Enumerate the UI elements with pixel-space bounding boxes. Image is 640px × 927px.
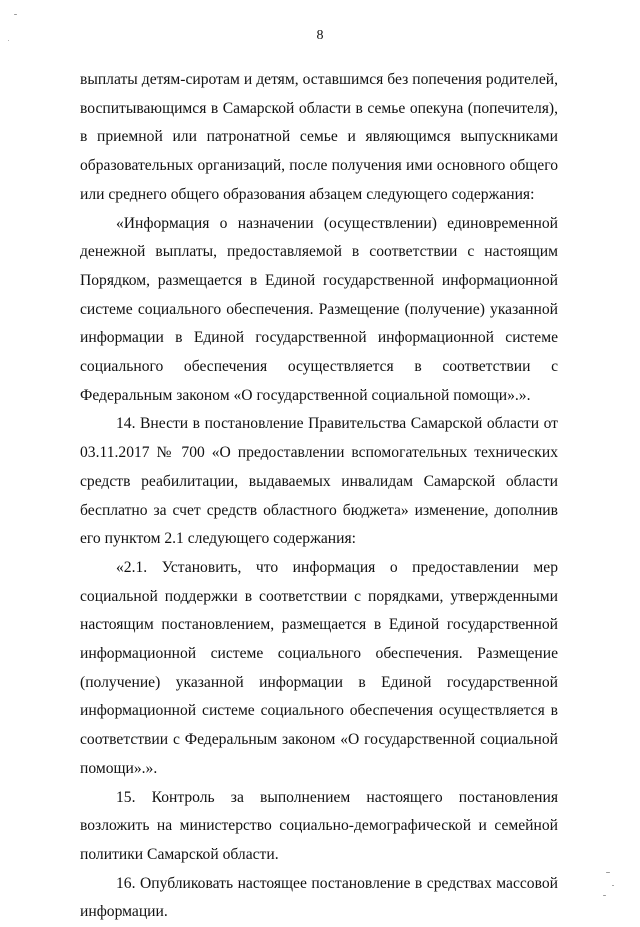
- document-body: [80, 66, 558, 927]
- scan-mark-left: [8, 40, 9, 41]
- scan-mark-bottom-right: [606, 872, 610, 873]
- page-number: 8: [316, 28, 324, 43]
- paragraph-item-14: 14. Внести в постановление Правительства Самарской области от 03.11.2017 № 700 «О предоставлении вспомогательных технических средств реабилитации, выдаваемых инвалидам Самарской области бесплатно за счет средств областного бюджета» изменение, дополнив его пунктом 2.1 следующего содержания:: [80, 415, 558, 548]
- scan-mark-top-left: [14, 14, 17, 15]
- paragraph-quoted-item-2-1: «2.1. Установить, что информация о предоставлении мер социальной поддержки в соответствии с порядками, утвержденными настоящим постановлением, размещается в Единой государственной информационной системе социального обеспечения. Размещение (получение) указанной информации в Единой государственной информационной системе социального обеспечения осуществляется в соответствии с Федеральным законом «О государственной социальной помощи».».: [80, 558, 558, 777]
- paragraph-quoted-information-notice: «Информация о назначении (осуществлении) единовременной денежной выплаты, предоставляемой в соответствии с настоящим Порядком, размещается в Единой государственной информационной системе социального обеспечения. Размещение (получение) указанной информации в Единой государственной информационной системе социального обеспечения осуществляется в соответствии с Федеральным законом «О государственной социальной помощи».».: [80, 214, 558, 404]
- paragraph-item-16: 16. Опубликовать настоящее постановление в средствах массовой информации.: [80, 874, 558, 921]
- paragraph-item-15: 15. Контроль за выполнением настоящего постановления возложить на министерство социально-демографической и семейной политики Самарской области.: [80, 788, 558, 863]
- scan-mark-bottom-right-3: [603, 895, 606, 896]
- scan-mark-bottom-right-2: [612, 885, 614, 886]
- paragraph-continuation: выплаты детям-сиротам и детям, оставшимся без попечения родителей, воспитывающимся в Самарской области в семье опекуна (попечителя), в приемной или патронатной семье и являющимся выпускниками образовательных организаций, после получения ими основного общего или среднего общего образования абзацем следующего содержания:: [80, 71, 558, 203]
